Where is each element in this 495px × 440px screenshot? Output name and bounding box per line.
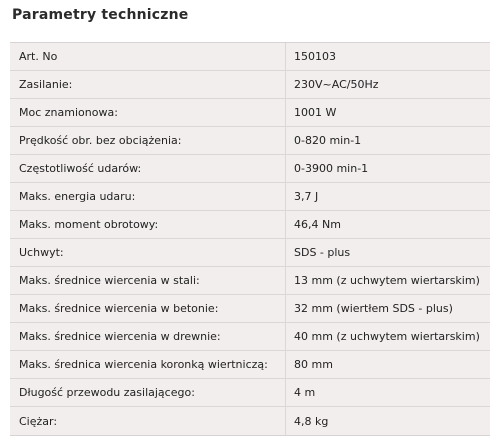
spec-label: Maks. średnice wiercenia w drewnie: (10, 323, 286, 351)
table-row (10, 323, 490, 351)
spec-label: Moc znamionowa: (10, 99, 286, 127)
spec-label: Maks. energia udaru: (10, 183, 286, 211)
spec-value: 0-3900 min-1 (286, 155, 490, 183)
spec-value: 32 mm (wiertłem SDS - plus) (286, 295, 490, 323)
spec-value: 4,8 kg (294, 414, 329, 428)
spec-label: Uchwyt: (10, 239, 286, 267)
spec-label: Ciężar: (10, 407, 286, 435)
spec-value: SDS - plus (286, 239, 490, 267)
table-row (10, 71, 490, 99)
table-row (10, 43, 490, 71)
spec-value: 40 mm (z uchwytem wiertarskim) (286, 323, 490, 351)
table-row (10, 267, 490, 295)
table-row (10, 127, 490, 155)
table-row (10, 99, 490, 127)
spec-value: 230V~AC/50Hz (286, 71, 490, 99)
spec-value: 1001 W (286, 99, 490, 127)
spec-label: Częstotliwość udarów: (10, 155, 286, 183)
table-row (10, 239, 490, 267)
spec-label: Maks. moment obrotowy: (10, 211, 286, 239)
spec-value: 80 mm (286, 351, 490, 379)
spec-label: Art. No (10, 43, 286, 71)
specs-table (10, 42, 490, 436)
table-row (10, 379, 490, 407)
spec-value: 4 m (286, 379, 490, 407)
spec-label: Maks. średnice wiercenia w stali: (10, 267, 286, 295)
spec-value: 46,4 Nm (286, 211, 490, 239)
table-row (10, 155, 490, 183)
table-row (10, 183, 490, 211)
spec-label: Długość przewodu zasilającego: (10, 379, 286, 407)
table-row (10, 211, 490, 239)
table-row (10, 351, 490, 379)
spec-label: Zasilanie: (10, 71, 286, 99)
spec-label: Maks. średnice wiercenia w betonie: (10, 295, 286, 323)
spec-value: 150103 (286, 43, 490, 71)
spec-label: Prędkość obr. bez obciążenia: (10, 127, 286, 155)
section-title: Parametry techniczne (12, 7, 189, 23)
spec-value: 13 mm (z uchwytem wiertarskim) (286, 267, 490, 295)
table-row (10, 407, 490, 435)
table-row (10, 295, 490, 323)
spec-label: Maks. średnica wiercenia koronką wiertniczą: (10, 351, 286, 379)
spec-value: 3,7 J (286, 183, 490, 211)
spec-value: 0-820 min-1 (286, 127, 490, 155)
